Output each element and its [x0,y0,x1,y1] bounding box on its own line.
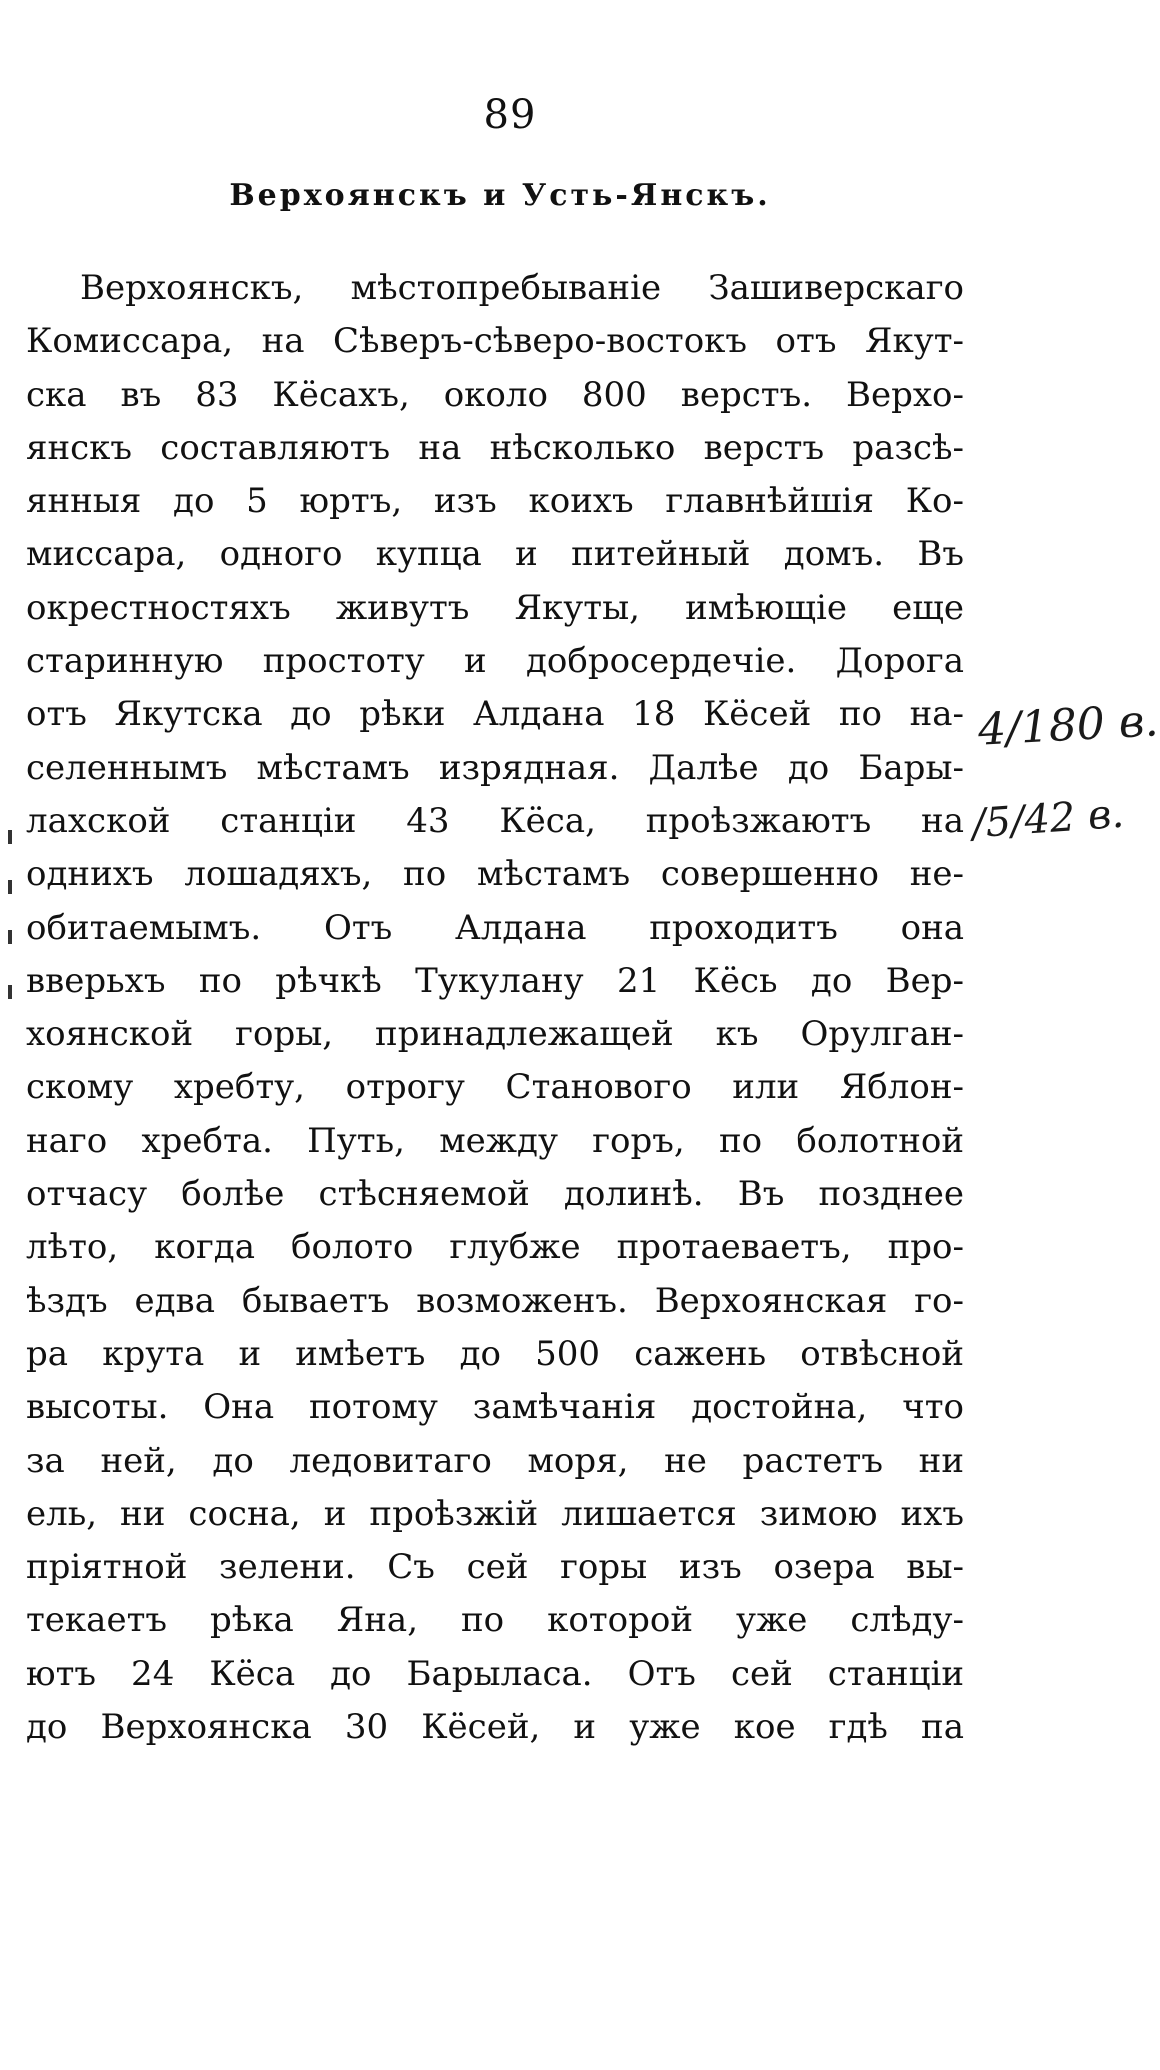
text-line: Верхоянскъ, мѣстопребываніе Зашиверскаго [80,268,964,308]
text-line: хоянской горы, принадлежащей къ Орулган- [26,1014,964,1055]
text-line: янскъ составляютъ на нѣсколько верстъ разсѣ- [26,427,964,468]
text-line: лѣто, когда болото глубже протаеваетъ, про- [26,1227,964,1268]
text-line: отъ Якутска до рѣки Алдана 18 Кёсей по на- [26,694,964,735]
margin-mark [8,880,12,894]
text-line: за ней, до ледовитаго моря, не растетъ ни [26,1440,964,1481]
section-title: Верхоянскъ и Усть-Янскъ. [229,178,771,213]
text-line: лахской станціи 43 Кёса, проѣзжаютъ на [26,800,964,841]
body-text [26,262,964,1754]
text-line: селеннымъ мѣстамъ изрядная. Далѣе до Бары- [26,747,964,788]
handwritten-note: 4/180 в. [976,695,1160,756]
handwritten-note: /5/42 в. [970,790,1126,848]
text-line: ска въ 83 Кёсахъ, около 800 верстъ. Верхо- [26,374,964,415]
text-line: вверьхъ по рѣчкѣ Тукулану 21 Кёсь до Вер- [26,960,964,1001]
text-line: обитаемымъ. Отъ Алдана проходитъ она [26,907,964,948]
text-line: ѣздъ едва бываетъ возможенъ. Верхоянская го- [26,1280,964,1321]
text-line: высоты. Она потому замѣчанія достойна, что [26,1387,964,1428]
text-line: старинную простоту и добросердечіе. Дорога [26,641,964,682]
margin-mark [8,930,12,944]
page-number: 89 [483,92,537,138]
text-line: до Верхоянска 30 Кёсей, и уже кое гдѣ па [26,1707,964,1748]
margin-mark [8,985,12,999]
text-line: скому хребту, отрогу Станового или Яблон- [26,1067,964,1108]
margin-mark [8,830,12,844]
text-line: наго хребта. Путь, между горъ, по болотной [26,1120,964,1161]
text-line: окрестностяхъ живутъ Якуты, имѣющіе еще [26,587,964,628]
text-line: миссара, одного купца и питейный домъ. Въ [26,534,964,575]
text-line: отчасу болѣе стѣсняемой долинѣ. Въ позднее [26,1174,964,1215]
text-line: ютъ 24 Кёса до Барыласа. Отъ сей станціи [26,1653,964,1694]
text-line: янныя до 5 юртъ, изъ коихъ главнѣйшія Ко- [26,481,964,522]
text-line: ель, ни сосна, и проѣзжій лишается зимою ихъ [26,1493,964,1534]
text-line: текаетъ рѣка Яна, по которой уже слѣду- [26,1600,964,1641]
text-line: однихъ лошадяхъ, по мѣстамъ совершенно не- [26,854,964,895]
text-line: пріятной зелени. Съ сей горы изъ озера вы- [26,1547,964,1588]
text-line: ра крута и имѣетъ до 500 сажень отвѣсной [26,1333,964,1374]
text-line: Комиссара, на Сѣверъ-сѣверо-востокъ отъ Якут- [26,321,964,362]
